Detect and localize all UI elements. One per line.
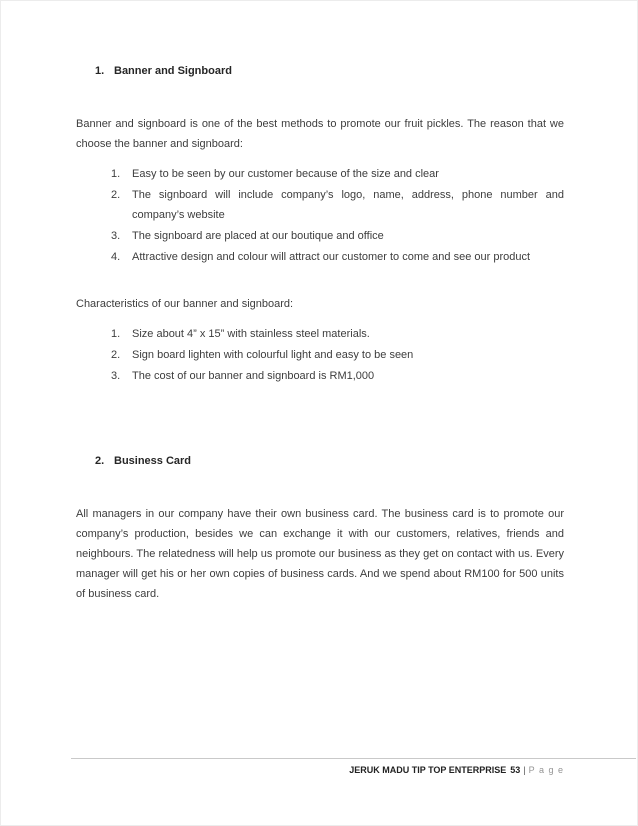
page-content bbox=[1, 65, 637, 604]
list-item: Attractive design and colour will attract our customer to come and see our product bbox=[132, 251, 531, 263]
list-item: The signboard will include company’s logo, name, address, phone number and company’s website bbox=[132, 189, 564, 221]
footer-company-name: JERUK MADU TIP TOP ENTERPRISE bbox=[349, 765, 507, 775]
section-number: 2. bbox=[95, 455, 105, 467]
footer-separator: | bbox=[523, 765, 526, 775]
section-heading-business-card bbox=[95, 455, 564, 468]
section-title: Business Card bbox=[114, 455, 192, 467]
page-footer bbox=[71, 758, 636, 775]
paragraph-business-card-body: All managers in our company have their own business card. The business card is to promote our company’s production, besides we can exchange it with our customers, relatives, friends and neighbours. The relatedness will help us promote our business as they get on contact with us. Every manager will get his or her own copies of business cards. And we spend about RM100 for 500 units of business card. bbox=[76, 508, 564, 600]
footer-page-number: 53 bbox=[510, 765, 521, 775]
list-item: Size about 4” x 15” with stainless steel materials. bbox=[132, 328, 370, 340]
section-title: Banner and Signboard bbox=[114, 65, 232, 77]
list-item: Easy to be seen by our customer because of the size and clear bbox=[132, 168, 439, 180]
section-number: 1. bbox=[95, 65, 105, 77]
list-item: The signboard are placed at our boutique and office bbox=[132, 230, 384, 242]
characteristics-list bbox=[111, 324, 564, 386]
section-heading-banner-signboard bbox=[95, 65, 564, 78]
footer-text bbox=[71, 759, 636, 775]
footer-page-label: P a g e bbox=[528, 765, 564, 775]
paragraph-characteristics-intro: Characteristics of our banner and signboard: bbox=[76, 298, 294, 310]
list-item: The cost of our banner and signboard is RM1,000 bbox=[132, 370, 375, 382]
paragraph-banner-intro: Banner and signboard is one of the best methods to promote our fruit pickles. The reason that we choose the banner and signboard: bbox=[76, 118, 564, 150]
list-item: Sign board lighten with colourful light and easy to be seen bbox=[132, 349, 414, 361]
reasons-list bbox=[111, 164, 564, 267]
